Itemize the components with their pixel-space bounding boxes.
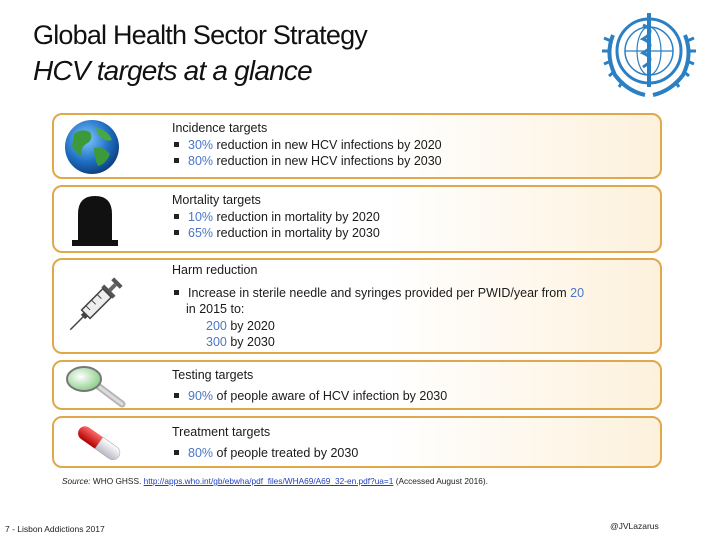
harm-reduction-text <box>172 262 584 351</box>
testing-item: 90% of people aware of HCV infection by 2030 <box>172 388 447 405</box>
globe-icon <box>60 118 124 176</box>
incidence-heading: Incidence targets <box>172 121 268 135</box>
mortality-item: 65% reduction in mortality by 2030 <box>172 225 380 242</box>
page-title: Global Health Sector Strategy <box>33 20 367 50</box>
source-link[interactable]: http://apps.who.int/gb/ebwha/pdf_files/WHA69/A69_32-en.pdf?ua=1 <box>143 476 394 486</box>
harm-reduction-item: Increase in sterile needle and syringes provided per PWID/year from 20 <box>172 285 584 302</box>
pill-capsule-icon <box>74 420 124 466</box>
harm-reduction-heading: Harm reduction <box>172 263 258 277</box>
harm-reduction-subitem: 300 by 2030 <box>206 335 275 349</box>
incidence-item: 80% reduction in new HCV infections by 2030 <box>172 153 442 170</box>
treatment-item: 80% of people treated by 2030 <box>172 445 358 462</box>
treatment-text <box>172 424 358 461</box>
footer-handle: @JVLazarus <box>610 521 659 531</box>
mortality-item: 10% reduction in mortality by 2020 <box>172 209 380 226</box>
harm-reduction-continuation: in 2015 to: <box>186 302 245 316</box>
source-citation <box>62 476 488 486</box>
source-label: Source: <box>62 476 91 486</box>
mortality-text <box>172 192 380 242</box>
mortality-heading: Mortality targets <box>172 193 261 207</box>
who-emblem-icon <box>597 5 702 100</box>
syringe-icon <box>62 274 128 336</box>
harm-reduction-subitem: 200 by 2020 <box>206 318 275 333</box>
tombstone-icon <box>70 192 120 248</box>
incidence-text <box>172 120 442 170</box>
footer-slide-number: 7 - Lisbon Addictions 2017 <box>5 524 105 534</box>
magnifying-glass-icon <box>64 364 126 408</box>
treatment-heading: Treatment targets <box>172 425 271 439</box>
incidence-item: 30% reduction in new HCV infections by 2020 <box>172 137 442 154</box>
source-org: WHO GHSS. <box>90 476 144 486</box>
testing-heading: Testing targets <box>172 368 254 382</box>
page-subtitle: HCV targets at a glance <box>33 55 312 86</box>
testing-text <box>172 367 447 404</box>
source-accessed: (Accessed August 2016). <box>393 476 488 486</box>
